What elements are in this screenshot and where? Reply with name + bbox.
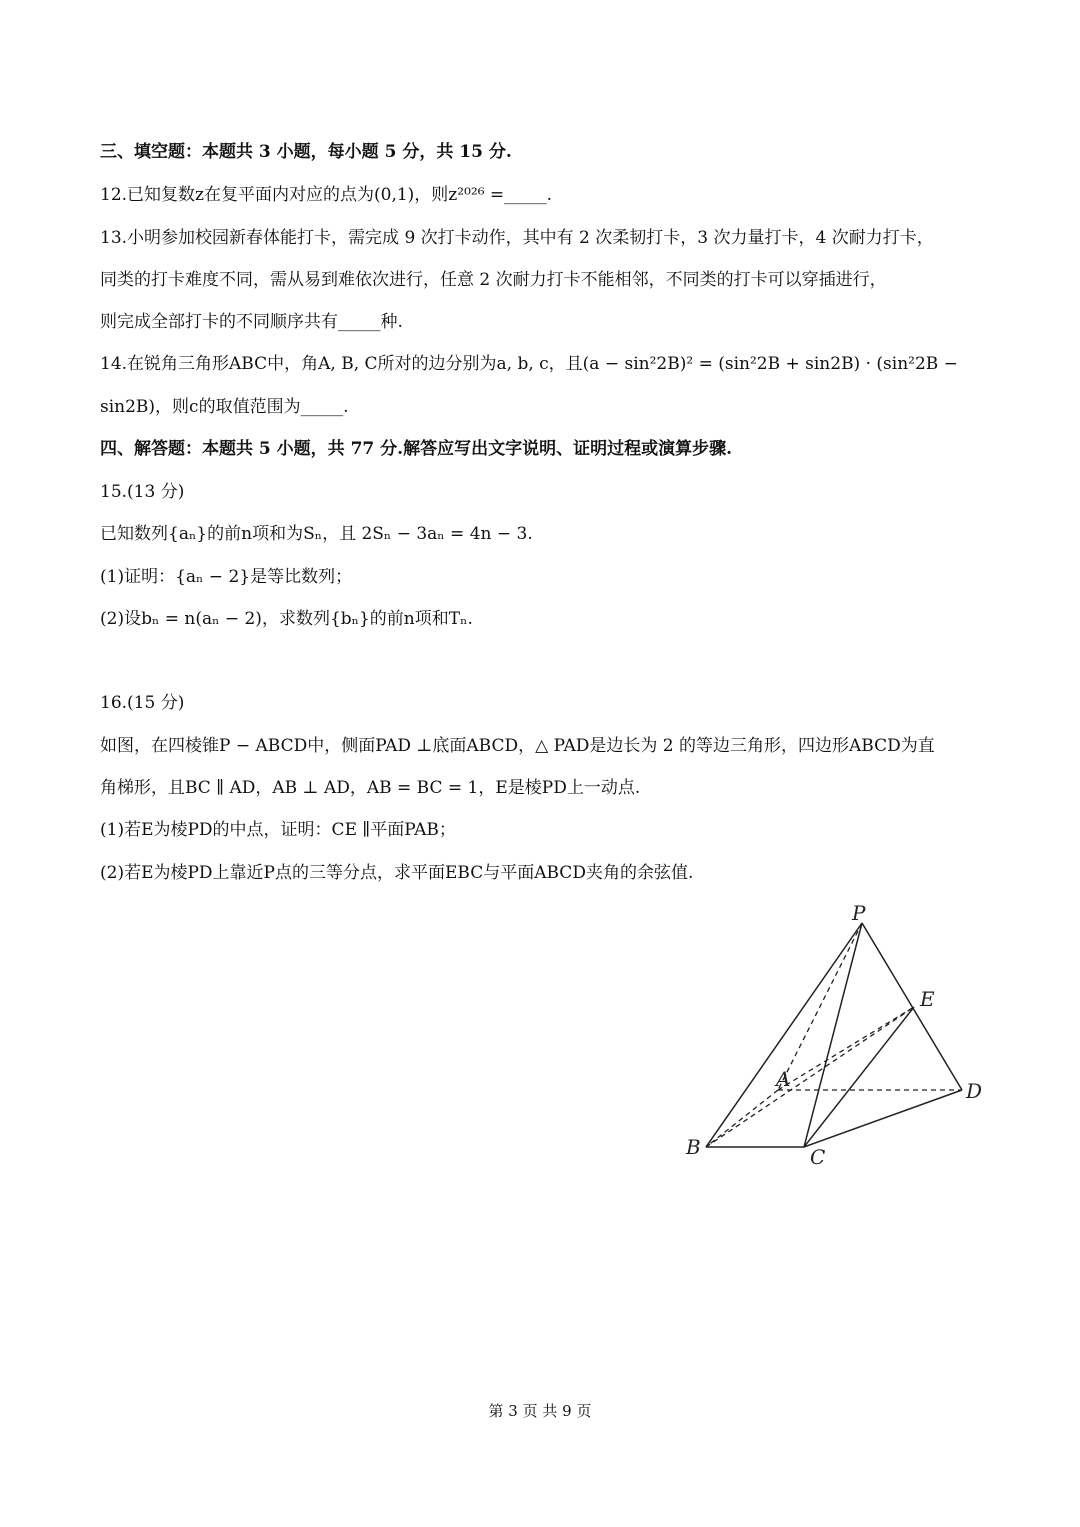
page-footer: 第 3 页 共 9 页 xyxy=(488,1402,592,1420)
edge-PC xyxy=(804,923,862,1147)
edge-PD xyxy=(862,923,962,1090)
label-P: P xyxy=(852,901,866,925)
question-15-part2: (2)设bₙ = n(aₙ − 2)，求数列{bₙ}的前n项和Tₙ. xyxy=(100,609,473,629)
question-15-title: 15.(13 分) xyxy=(100,482,185,502)
question-13-line3: 则完成全部打卡的不同顺序共有_____种. xyxy=(100,312,403,332)
question-14-line2: sin2B)，则c的取值范围为_____. xyxy=(100,397,349,417)
section4-heading: 四、解答题：本题共 5 小题，共 77 分.解答应写出文字说明、证明过程或演算步骤. xyxy=(100,439,732,459)
label-A: A xyxy=(776,1067,791,1091)
question-16-stem2: 角梯形，且BC ∥ AD，AB ⊥ AD，AB = BC = 1，E是棱PD上一动点. xyxy=(100,778,641,798)
label-E: E xyxy=(920,987,935,1011)
question-14-line1: 14.在锐角三角形ABC中，角A, B, C所对的边分别为a, b, c，且(a − sin²2B)² = (sin²2B + sin2B) · (sin²2B − xyxy=(100,354,958,374)
edge-AB xyxy=(706,1090,778,1147)
question-12: 12.已知复数z在复平面内对应的点为(0,1)，则z²⁰²⁶ =_____. xyxy=(100,185,553,205)
edge-AE xyxy=(778,1007,914,1090)
pyramid-figure xyxy=(680,895,1000,1175)
section3-heading: 三、填空题：本题共 3 小题，每小题 5 分，共 15 分. xyxy=(100,142,512,162)
question-13-line2: 同类的打卡难度不同，需从易到难依次进行，任意 2 次耐力打卡不能相邻，不同类的打卡可以穿插进行， xyxy=(100,270,887,290)
question-16-part1: (1)若E为棱PD的中点，证明：CE ∥平面PAB； xyxy=(100,820,456,840)
edge-PB xyxy=(706,923,862,1147)
question-15-stem: 已知数列{aₙ}的前n项和为Sₙ，且 2Sₙ − 3aₙ = 4n − 3. xyxy=(100,524,533,544)
edge-CD xyxy=(804,1090,962,1147)
label-D: D xyxy=(966,1079,983,1103)
label-B: B xyxy=(686,1135,701,1159)
question-16-part2: (2)若E为棱PD上靠近P点的三等分点，求平面EBC与平面ABCD夹角的余弦值. xyxy=(100,863,694,883)
question-16-title: 16.(15 分) xyxy=(100,693,185,713)
question-13-line1: 13.小明参加校园新春体能打卡，需完成 9 次打卡动作，其中有 2 次柔韧打卡，3 次力量打卡，4 次耐力打卡， xyxy=(100,228,934,248)
question-15-part1: (1)证明：{aₙ − 2}是等比数列； xyxy=(100,567,353,587)
label-C: C xyxy=(810,1145,826,1169)
edge-CE xyxy=(804,1007,914,1147)
question-16-stem1: 如图，在四棱锥P − ABCD中，侧面PAD ⊥底面ABCD，△ PAD是边长为 2 的等边三角形，四边形ABCD为直 xyxy=(100,736,935,756)
